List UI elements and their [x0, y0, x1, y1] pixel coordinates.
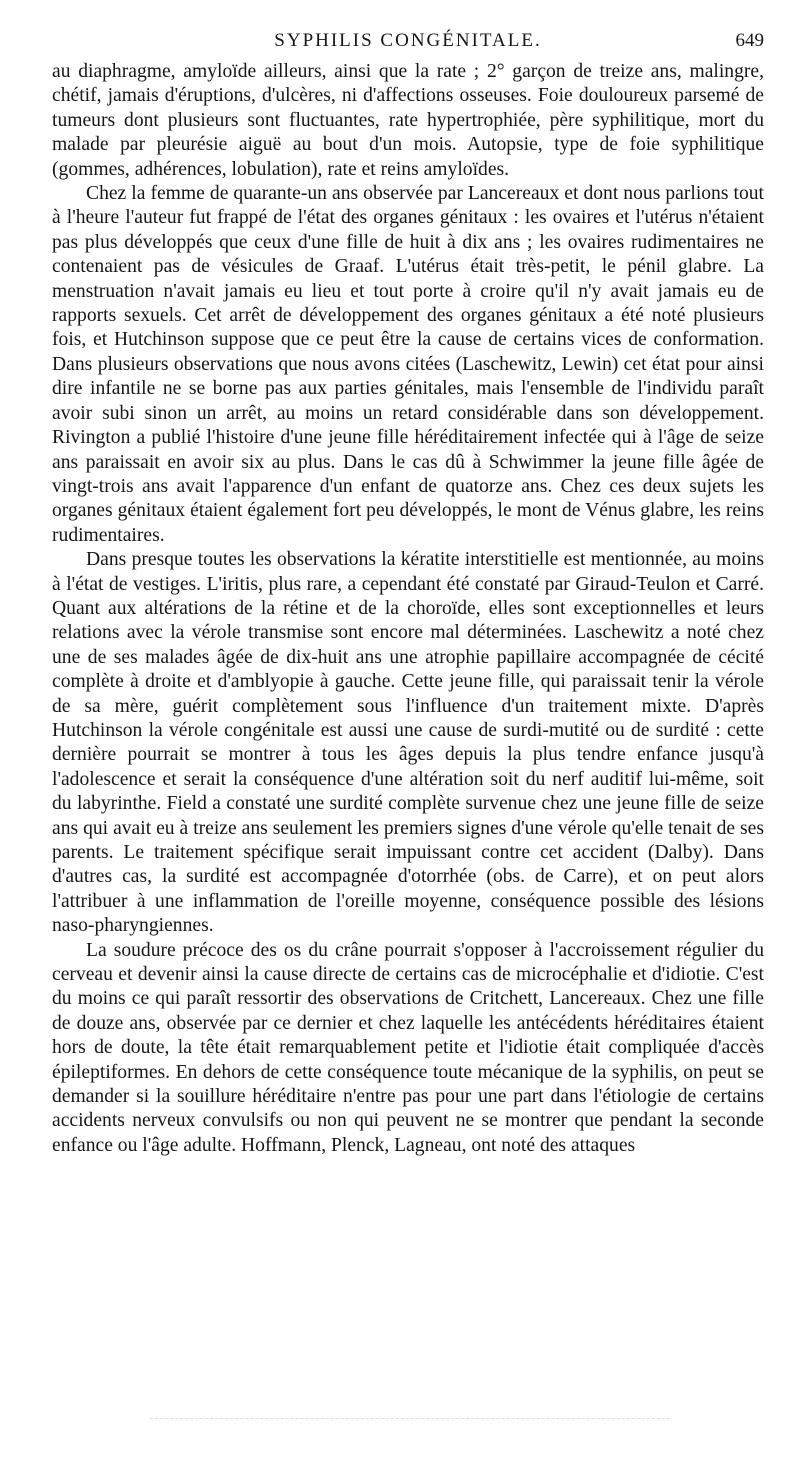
paragraph: Dans presque toutes les observations la kératite interstitielle est mentionnée, au moins à l'état de vestiges. L'iritis, plus rare, a cependant été constaté par Giraud-Teulon et Carré. Quant aux altérations de la rétine et de la choroïde, elles sont exceptionnelles et leurs relations avec la vérole transmise sont encore mal déterminées. Laschewitz a noté chez une de ses malades âgée de dix-huit ans une atrophie papillaire accompagnée de cécité complète à droite et d'amblyopie à gauche. Cette jeune fille, qui paraissait tenir la vérole de sa mère, guérit complètement sous l'influence d'un traitement mixte. D'après Hutchinson la vérole congénitale est aussi une cause de surdi-mutité ou de surdité : cette dernière pourrait se montrer à tous les âges depuis la plus tendre enfance jusqu'à l'adolescence et serait la conséquence d'une altération soit du nerf auditif lui-même, soit du labyrinthe. Field a constaté une surdité complète survenue chez une jeune fille de seize ans qui avait eu à treize ans seulement les premiers signes d'une vérole qu'elle tenait de ses parents. Le traitement spécifique serait impuissant contre cet accident (Dalby). Dans d'autres cas, la surdité est accompagnée d'otorrhée (obs. de Carre), et on peut alors l'attribuer à une inflammation de l'oreille moyenne, conséquence possible des lésions naso-pharyngiennes.: [52, 549, 764, 937]
book-page: [52, 30, 764, 1158]
body-text: [52, 60, 764, 1158]
bottom-scan-artifact: [150, 1418, 670, 1419]
running-header: [52, 30, 764, 60]
paragraph: Chez la femme de quarante-un ans observée par Lancereaux et dont nous parlions tout à l'heure l'auteur fut frappé de l'état des organes génitaux : les ovaires et l'utérus n'étaient pas plus développés que ceux d'une fille de huit à dix ans ; les ovaires rudimentaires ne contenaient pas de vésicules de Graaf. L'utérus était très-petit, le pénil glabre. La menstruation n'avait jamais eu lieu et tout porte à croire qu'il n'y avait jamais eu de rapports sexuels. Cet arrêt de développement des organes génitaux a été noté plusieurs fois, et Hutchinson suppose que ce peut être la cause de certains vices de conformation. Dans plusieurs observations que nous avons citées (Laschewitz, Lewin) cet état pour ainsi dire infantile ne se borne pas aux parties génitales, mais l'ensemble de l'individu paraît avoir subi sinon un arrêt, au moins un retard considérable dans son développement. Rivington a publié l'histoire d'une jeune fille héréditairement infectée qui à l'âge de seize ans paraissait en avoir six au plus. Dans le cas dû à Schwimmer la jeune fille âgée de vingt-trois ans avait l'apparence d'un enfant de quatorze ans. Chez ces deux sujets les organes génitaux étaient également fort peu développés, le mont de Vénus glabre, les reins rudimentaires.: [52, 183, 764, 546]
paragraph: La soudure précoce des os du crâne pourrait s'opposer à l'accroissement régulier du cerveau et devenir ainsi la cause directe de certains cas de microcéphalie et d'idiotie. C'est du moins ce qui paraît ressortir des observations de Critchett, Lancereaux. Chez une fille de douze ans, observée par ce dernier et chez laquelle les antécédents héréditaires étaient hors de doute, la tête était remarquablement petite et l'idiotie était compliquée d'accès épileptiformes. En dehors de cette conséquence toute mécanique de la syphilis, on peut se demander si la souillure héréditaire n'entre pas pour une part dans l'étiologie de certains accidents nerveux convulsifs ou non qui peuvent ne se montrer que pendant la seconde enfance ou l'âge adulte. Hoffmann, Plenck, Lagneau, ont noté des attaques: [52, 939, 764, 1156]
running-title: SYPHILIS CONGÉNITALE.: [274, 30, 542, 51]
paragraph: au diaphragme, amyloïde ailleurs, ainsi que la rate ; 2° garçon de treize ans, malingre, chétif, jamais d'éruptions, d'ulcères, ni d'affections osseuses. Foie douloureux parsemé de tumeurs dont plusieurs sont fluctuantes, rate hypertrophiée, père syphilitique, mort du malade par pleurésie aiguë au bout d'un mois. Autopsie, type de foie syphilitique (gommes, adhérences, lobulation), rate et reins amyloïdes.: [52, 61, 764, 180]
page-number: 649: [735, 30, 764, 51]
